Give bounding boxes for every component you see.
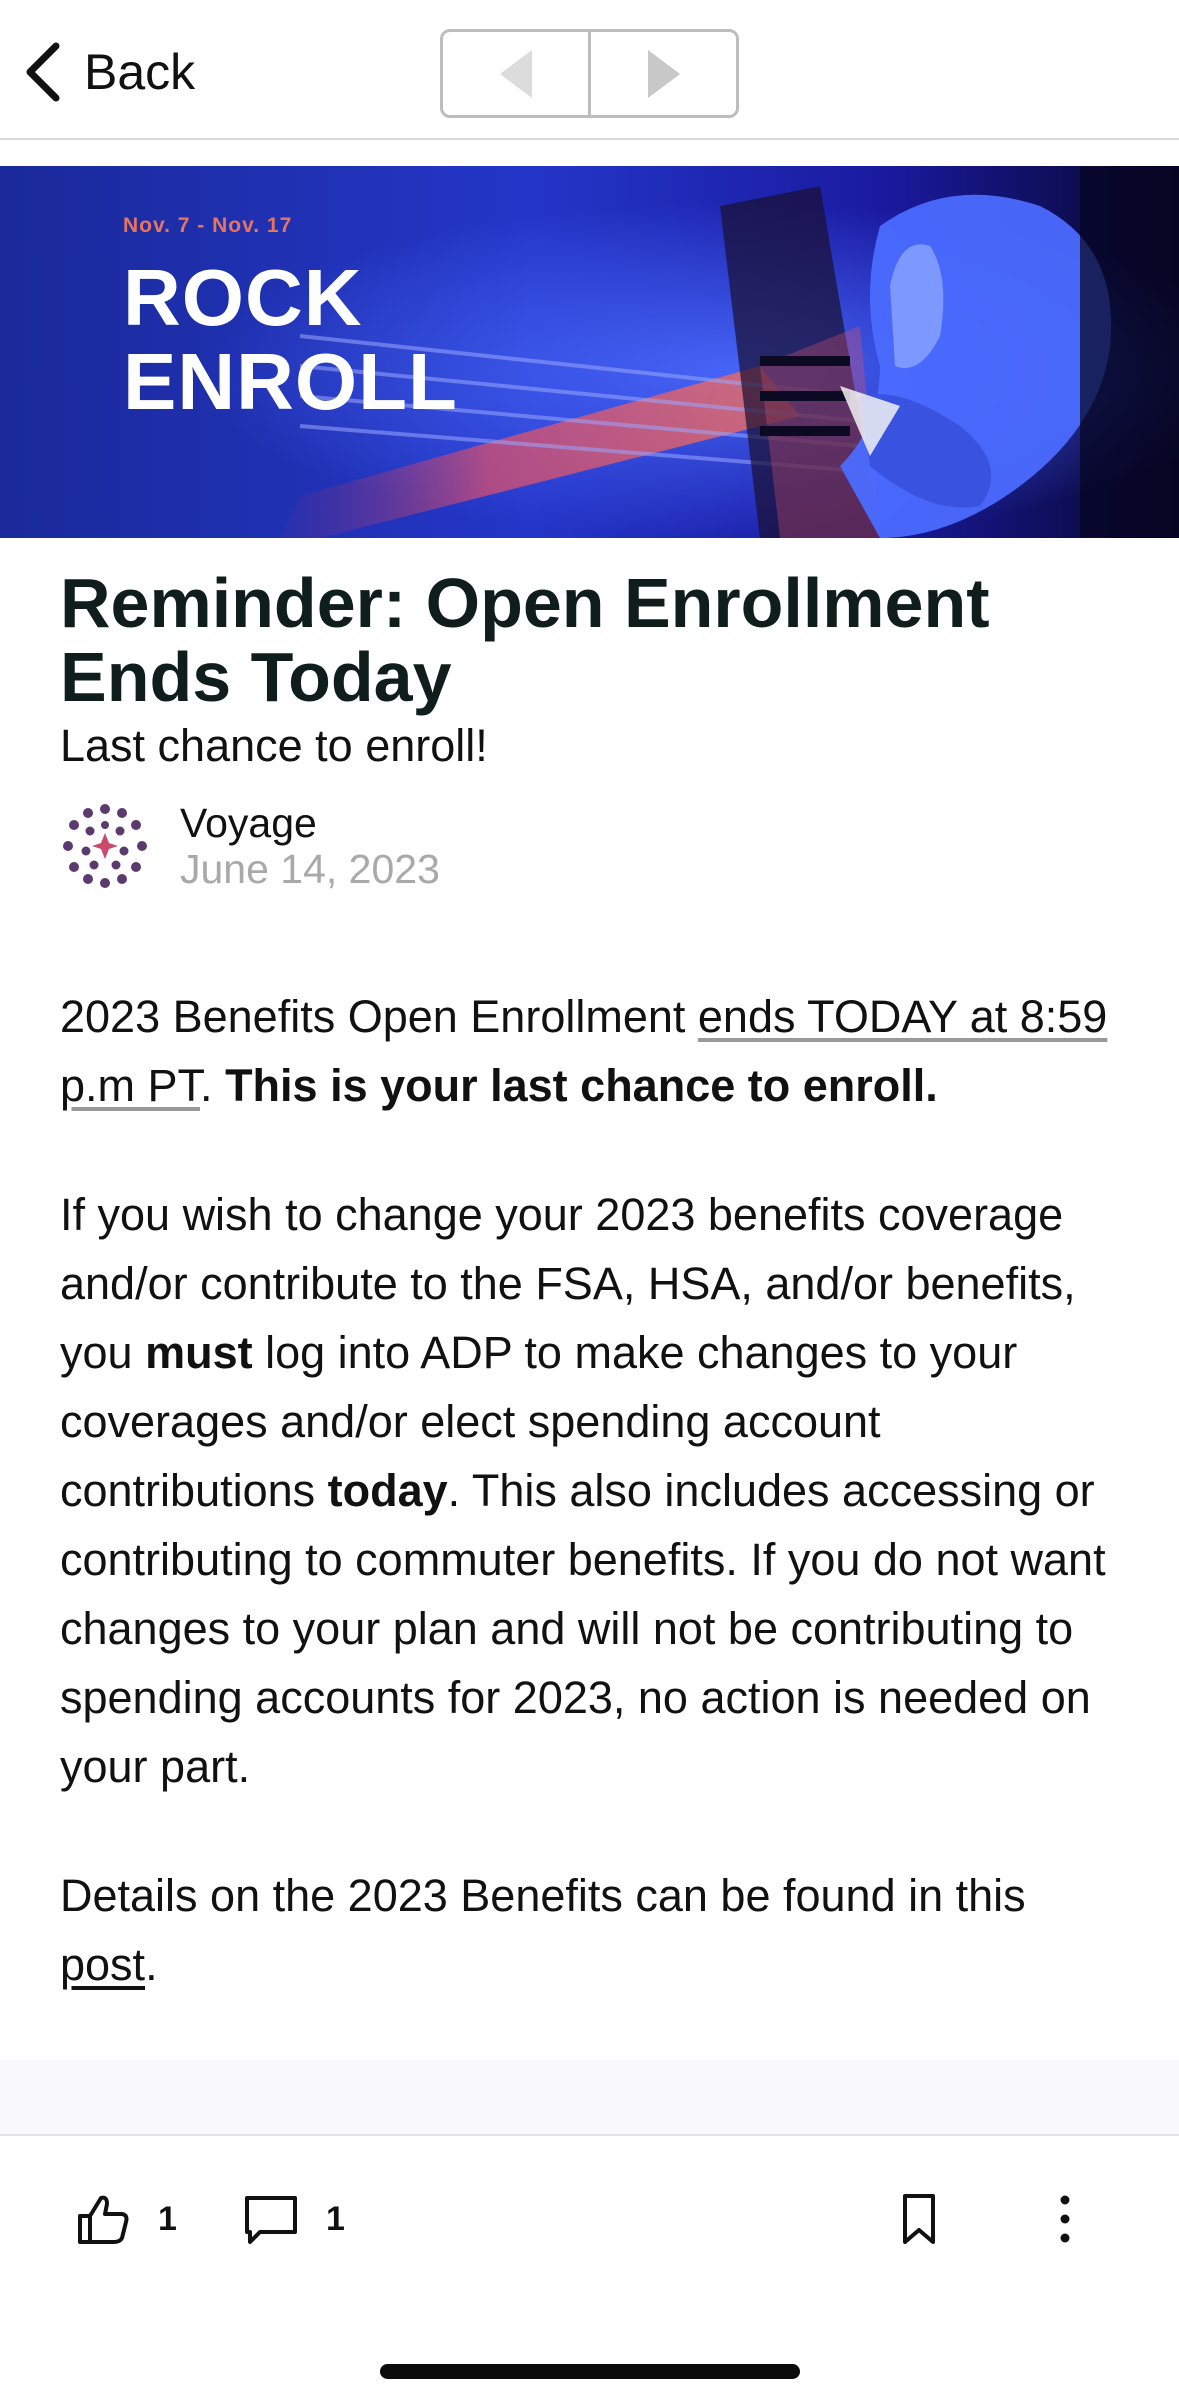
article-subtitle: Last chance to enroll! <box>60 720 488 771</box>
voyage-logo-avatar[interactable] <box>60 801 150 891</box>
home-indicator[interactable] <box>380 2364 800 2379</box>
bookmark-icon <box>890 2190 948 2248</box>
p2-part-a: If you wish to change your 2023 benefits coverage and/or contribute to the FSA, HSA, and/or benefits, you <box>60 1189 1076 1378</box>
p2-must: must <box>145 1327 253 1378</box>
p3-end: . <box>145 1939 158 1990</box>
hero-title-line-1: ROCK <box>123 253 363 342</box>
like-button[interactable] <box>74 2190 177 2248</box>
hero-banner <box>0 166 1179 538</box>
p2-today: today <box>327 1465 448 1516</box>
more-vertical-icon <box>1036 2190 1094 2248</box>
thumbs-up-icon <box>74 2190 132 2248</box>
bookmark-button[interactable] <box>890 2190 948 2248</box>
comment-button[interactable] <box>242 2190 345 2248</box>
triangle-left-icon <box>496 48 536 100</box>
paragraph-3 <box>60 1861 1135 1999</box>
p1-emphasis: This is your last chance to enroll. <box>225 1060 938 1111</box>
hero-title <box>123 253 458 426</box>
hero-text <box>123 214 458 424</box>
back-button[interactable] <box>22 36 195 108</box>
next-post-button[interactable] <box>588 32 736 115</box>
top-bar <box>0 0 1179 140</box>
p1-intro: 2023 Benefits Open Enrollment <box>60 991 698 1042</box>
comment-icon <box>242 2190 300 2248</box>
footer-divider <box>0 2060 1179 2136</box>
article-body <box>60 982 1135 2059</box>
enrollment-deadline-link[interactable]: ends TODAY at 8:59 p.m PT <box>60 991 1108 1111</box>
more-options-button[interactable] <box>1036 2190 1094 2248</box>
post-pager <box>440 29 739 118</box>
triangle-right-icon <box>644 48 684 100</box>
p3-text: Details on the 2023 Benefits can be found in this <box>60 1870 1026 1921</box>
action-bar <box>0 2180 1179 2260</box>
hero-title-line-2: ENROLL <box>123 337 458 426</box>
p1-separator: . <box>200 1060 226 1111</box>
article-header <box>60 566 1130 774</box>
author-name[interactable]: Voyage <box>180 800 317 846</box>
chevron-left-icon <box>22 40 64 104</box>
benefits-post-link[interactable]: post <box>60 1939 146 1990</box>
previous-post-button[interactable] <box>443 32 588 115</box>
paragraph-2 <box>60 1180 1135 1801</box>
author-meta <box>180 800 440 892</box>
author-info <box>60 800 440 892</box>
post-date: June 14, 2023 <box>180 846 440 892</box>
hero-dates: Nov. 7 - Nov. 17 <box>123 214 293 237</box>
p2-part-b: log into ADP to make changes to your coverages and/or elect spending account contributions <box>60 1327 1018 1516</box>
comment-count: 1 <box>326 2199 345 2238</box>
like-count: 1 <box>158 2199 177 2238</box>
back-label: Back <box>84 44 196 100</box>
p2-part-c: . This also includes accessing or contributing to commuter benefits. If you do not want changes to your plan and will not be contributing to spending accounts for 2023, no action is needed on your part. <box>60 1465 1106 1792</box>
paragraph-1 <box>60 982 1135 1120</box>
article-title: Reminder: Open Enrollment Ends Today <box>60 564 990 716</box>
